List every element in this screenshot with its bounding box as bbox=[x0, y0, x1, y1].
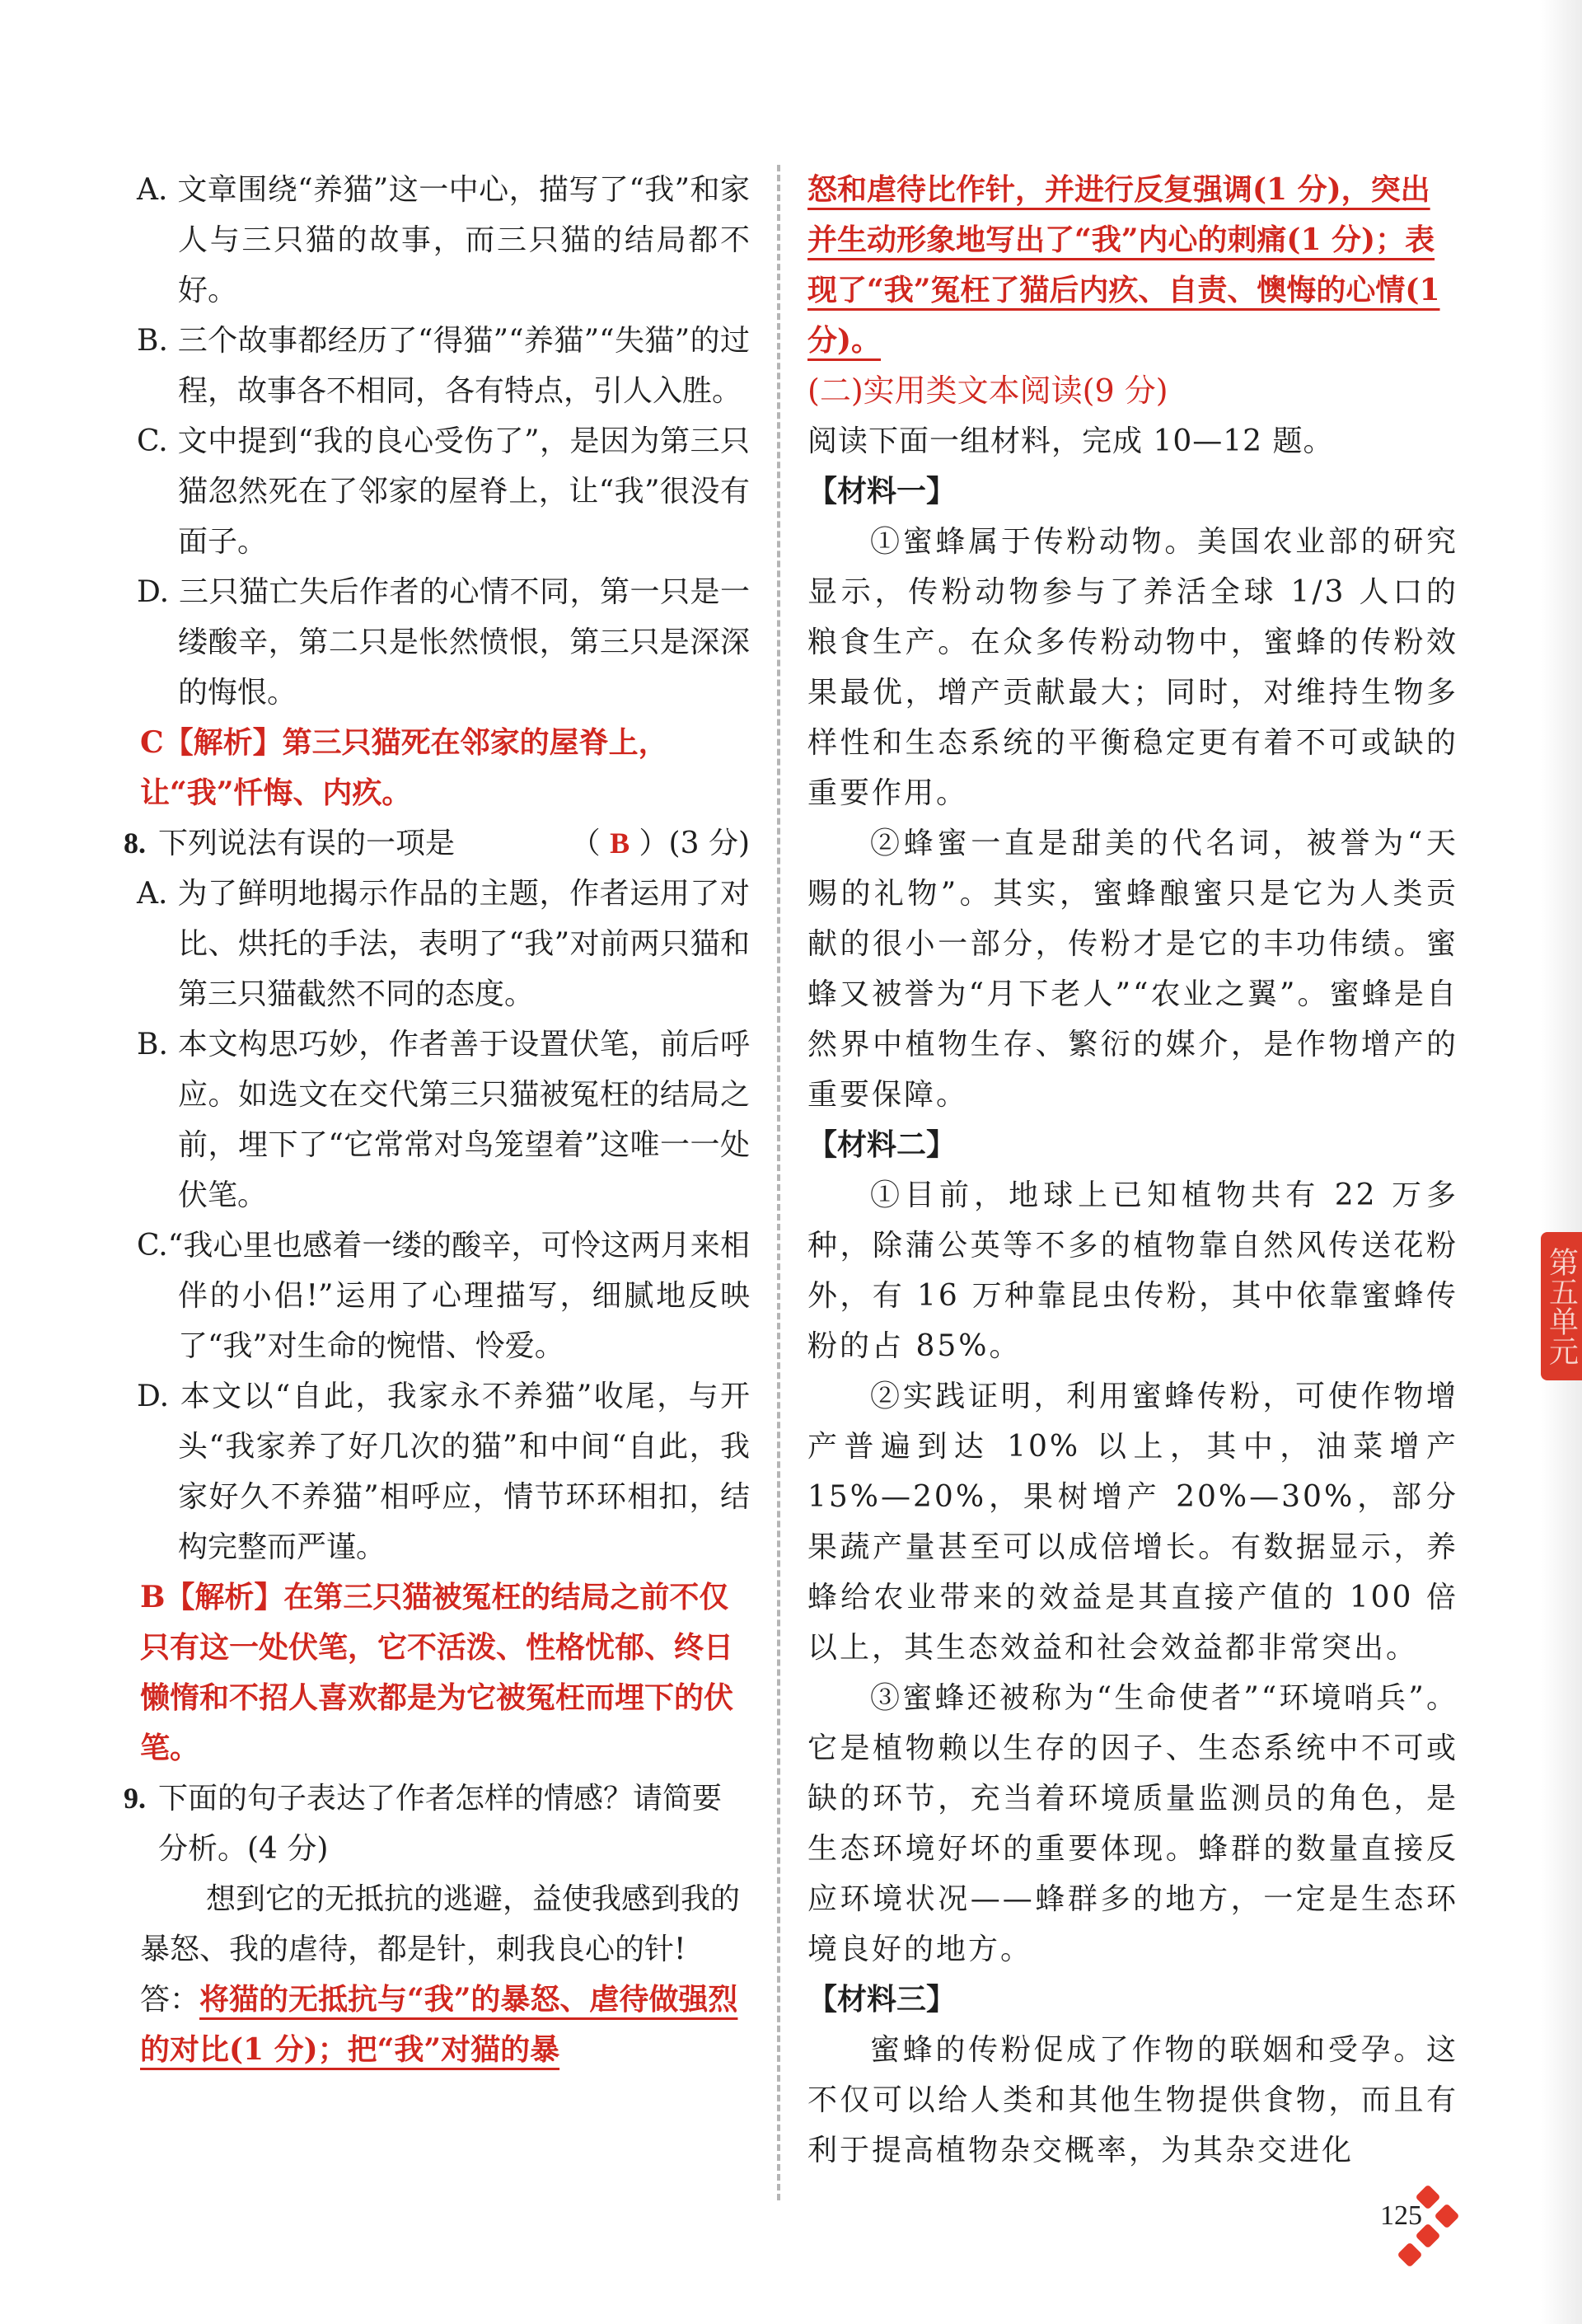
q8-analysis: B【解析】在第三只猫被冤枉的结局之前不仅只有这一处伏笔，它不活泼、性格忧郁、终日懒惰和不招人喜欢都是为它被冤枉而埋下的伏笔。 bbox=[140, 1580, 734, 1765]
q8-open-paren: （ bbox=[570, 827, 601, 860]
q9-text: 下面的句子表达了作者怎样的情感？请简要分析。(4 分) bbox=[158, 1782, 723, 1866]
page-number: 125 bbox=[1380, 2200, 1422, 2231]
material-1-title: 【材料一】 bbox=[807, 474, 957, 508]
material-2-para-2: ②实践证明，利用蜜蜂传粉，可使作物增产普遍到达 10% 以上，其中，油菜增产 15%—20%，果树增产 20%—30%，部分果蔬产量甚至可以成倍增长。有数据显示，养蜂给农业带来的效益是其直接产值的 100 倍以上，其生态效益和社会效益都非常突出。 bbox=[807, 1380, 1458, 1665]
q8-answer-bracket bbox=[571, 818, 750, 869]
material-1-para-1: ①蜜蜂属于传粉动物。美国农业部的研究显示，传粉动物参与了养活全球 1/3 人口的粮食生产。在众多传粉动物中，蜜蜂的传粉效果最优，增产贡献最大；同时，对维持生物多样性和生态系统的平衡稳定更有着不可或缺的重要作用。 bbox=[807, 525, 1458, 810]
column-divider bbox=[777, 165, 780, 2200]
q9-number: 9. bbox=[124, 1782, 146, 1815]
q9-answer bbox=[124, 1975, 750, 2075]
q8-option-d: D. 本文以“自此，我家永不养猫”收尾，与开头“我家养了好几次的猫”和中间“自此，我家好久不养猫”相呼应，情节环环相扣，结构完整而严谨。 bbox=[137, 1380, 750, 1564]
question-8 bbox=[124, 818, 750, 869]
q7-option-a: A. 文章围绕“养猫”这一中心，描写了“我”和家人与三只猫的故事，而三只猫的结局都不好。 bbox=[137, 173, 750, 307]
section-title: (二)实用类文本阅读(9 分) bbox=[807, 372, 1168, 409]
question-9 bbox=[124, 1773, 750, 1874]
material-3-title: 【材料三】 bbox=[807, 1982, 957, 2017]
material-1-para-2: ②蜂蜜一直是甜美的代名词，被誉为“天赐的礼物”。其实，蜜蜂酿蜜只是它为人类贡献的很小一部分，传粉才是它的丰功伟绩。蜜蜂又被誉为“月下老人”“农业之翼”。蜜蜂是自然界中植物生存、繁衍的媒介，是作物增产的重要保障。 bbox=[807, 827, 1458, 1112]
decor-hexagon bbox=[1434, 2203, 1459, 2228]
q9-answer-continued: 怒和虐待比作针，并进行反复强调(1 分)，突出并生动形象地写出了“我”内心的刺痛(1 分)；表现了“我”冤枉了猫后内疚、自责、懊悔的心情(1 分)。 bbox=[807, 172, 1440, 358]
q8-option-b: B. 本文构思巧妙，作者善于设置伏笔，前后呼应。如选文在交代第三只猫被冤枉的结局之前，埋下了“它常常对鸟笼望着”这唯一一处伏笔。 bbox=[137, 1028, 750, 1212]
right-column bbox=[807, 165, 1458, 2176]
decor-hexagon bbox=[1397, 2242, 1422, 2267]
q9-quote: 想到它的无抵抗的逃避，益使我感到我的暴怒、我的虐待，都是针，刺我良心的针! bbox=[140, 1882, 741, 1966]
q7-option-c: C. 文中提到“我的良心受伤了”，是因为第三只猫忽然死在了邻家的屋脊上，让“我”很没有面子。 bbox=[137, 424, 750, 559]
q9-answer-text: 将猫的无抵抗与“我”的暴怒、虐待做强烈的对比(1 分)；把“我”对猫的暴 bbox=[140, 1982, 738, 2067]
material-2-para-3: ③蜜蜂还被称为“生命使者”“环境哨兵”。它是植物赖以生存的因子、生态系统中不可或缺的环节，充当着环境质量监测员的角色，是生态环境好坏的重要体现。蜂群的数量直接反应环境状况——蜂群多的地方，一定是生态环境良好的地方。 bbox=[807, 1681, 1458, 1966]
q8-number: 8. bbox=[124, 827, 146, 860]
q7-option-d: D. 三只猫亡失后作者的心情不同，第一只是一缕酸辛，第二只是怅然愤恨，第三只是深深的悔恨。 bbox=[137, 575, 750, 710]
unit-side-tab: 第五单元 bbox=[1541, 1232, 1582, 1380]
q8-option-c: C.“我心里也感着一缕的酸辛，可怜这两月来相伴的小侣!”运用了心理描写，细腻地反映了“我”对生命的惋惜、怜爱。 bbox=[137, 1229, 750, 1363]
material-3-para-1: 蜜蜂的传粉促成了作物的联姻和受孕。这不仅可以给人类和其他生物提供食物，而且有利于提高植物杂交概率，为其杂交进化 bbox=[807, 2033, 1458, 2167]
left-column bbox=[124, 165, 750, 2075]
q7-option-b: B. 三个故事都经历了“得猫”“养猫”“失猫”的过程，故事各不相同，各有特点，引人入胜。 bbox=[137, 324, 750, 408]
q7-analysis: C【解析】第三只猫死在邻家的屋脊上，让“我”忏悔、内疚。 bbox=[140, 725, 668, 810]
q8-text: 下列说法有误的一项是 bbox=[158, 827, 456, 860]
page-edge-shadow bbox=[1541, 0, 1582, 2324]
material-2-title: 【材料二】 bbox=[807, 1127, 957, 1162]
q8-option-a: A. 为了鲜明地揭示作品的主题，作者运用了对比、烘托的手法，表明了“我”对前两只猫和第三只猫截然不同的态度。 bbox=[137, 877, 750, 1011]
instruction: 阅读下面一组材料，完成 10—12 题。 bbox=[807, 424, 1334, 458]
q9-answer-label: 答： bbox=[140, 1983, 200, 2017]
q8-close-paren: ）(3 分) bbox=[639, 827, 750, 860]
material-2-para-1: ①目前，地球上已知植物共有 22 万多种，除蒲公英等不多的植物靠自然风传送花粉外，有 16 万种靠昆虫传粉，其中依靠蜜蜂传粉的占 85%。 bbox=[807, 1178, 1458, 1363]
q8-choice: B bbox=[610, 827, 630, 860]
